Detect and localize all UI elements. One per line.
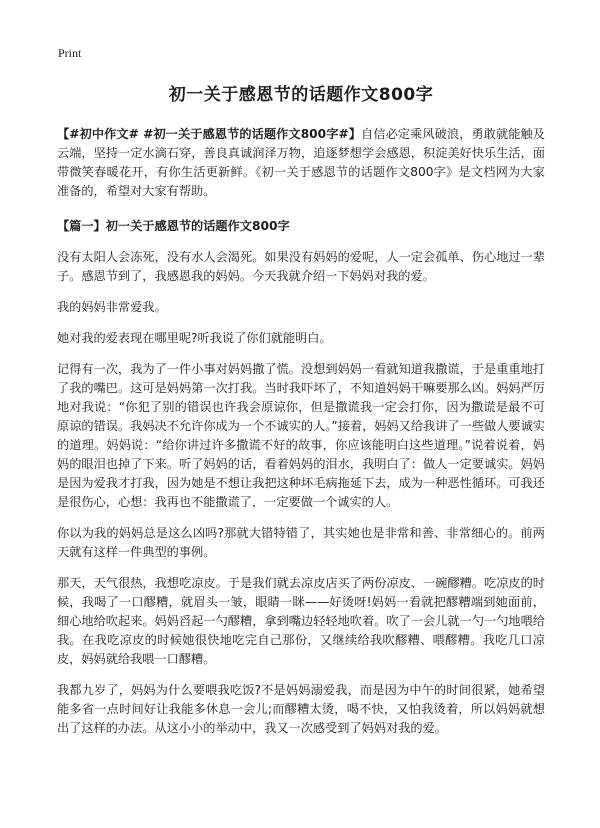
intro-tag: 【#初中作文# #初一关于感恩节的话题作文800字#】 — [57, 127, 362, 141]
body-paragraph-4: 记得有一次，我为了一件小事对妈妈撒了慌。没想到妈妈一看就知道我撒谎，于是重重地打了我的嘴巴。这可是妈妈第一次打我。当时我吓坏了，不知道妈妈干嘛要那么凶。妈妈严厉地对我说：“你犯了别的错误也许我会原谅你，但是撒谎我一定会打你，因为撒谎是最不可原谅的错误。我妈决不允许你成为一个不诚实的人。”接着，妈妈又给我讲了一些做人要诚实的道理。妈妈说：“给你讲过许多撒谎不好的故事，你应该能明白这些道理。”说着说着，妈妈的眼泪也掉了下来。听了妈妈的话，看着妈妈的泪水，我明白了：做人一定要诚实。妈妈是因为爱我才打我，因为她是不想让我把这种坏毛病拖延下去，成为一种恶性循环。可我还是很伤心，心想：我再也不能撒谎了，一定要做一个诚实的人。 — [57, 362, 545, 509]
body-paragraph-6: 那天，天气很热，我想吃凉皮。于是我们就去凉皮店买了两份凉皮、一碗醪糟。吃凉皮的时候，我喝了一口醪糟，就眉头一皱，眼睛一眯——好烫呀!妈妈一看就把醪糟端到她面前，细心地给吹起来。妈妈舀起一勺醪糟，拿到嘴边轻轻地吹着。吹了一会儿就一勺一勺地喂给我。在我吃凉皮的时候她很快地吃完自己那份，又继续给我吹醪糟、喂醪糟。我吃几口凉皮，妈妈就给我喂一口醪糟。 — [57, 576, 545, 666]
body-paragraph-1: 没有太阳人会冻死，没有水人会渴死。如果没有妈妈的爱呢，人一定会孤单、伤心地过一辈子。感恩节到了，我感恩我的妈妈。今天我就介绍一下妈妈对我的爱。 — [57, 250, 545, 283]
print-link[interactable]: Print — [58, 46, 82, 60]
article — [57, 80, 545, 750]
body-paragraph-2: 我的妈妈非常爱我。 — [57, 300, 167, 314]
body-paragraph-3: 她对我的爱表现在哪里呢?听我说了你们就能明白。 — [57, 331, 332, 345]
intro-text: 自信必定乘风破浪，勇敢就能触及云端，坚持一定水滴石穿，善良真诚润泽万物，追逐梦想学会感恩，积淀美好快乐生活，面带微笑春暖花开，有你生活更新鲜。《初一关于感恩节的话题作文800字》是文档网为大家准备的，希望对大家有帮助。 — [57, 127, 545, 198]
intro-paragraph — [57, 125, 545, 201]
body-paragraph-7: 我都九岁了，妈妈为什么要喂我吃饭?不是妈妈溺爱我，而是因为中午的时间很紧，她希望能多省一点时间好让我能多休息一会儿;而醪糟太烫，喝不快，又怕我烫着，所以妈妈就想出了这样的办法。从这小小的举动中，我又一次感受到了妈妈对我的爱。 — [57, 683, 545, 735]
page-title: 初一关于感恩节的话题作文800字 — [168, 85, 434, 105]
body-paragraph-5: 你以为我的妈妈总是这么凶吗?那就大错特错了，其实她也是非常和善、非常细心的。前两天就有这样一件典型的事例。 — [57, 526, 545, 559]
section-heading: 【篇一】初一关于感恩节的话题作文800字 — [57, 219, 290, 233]
